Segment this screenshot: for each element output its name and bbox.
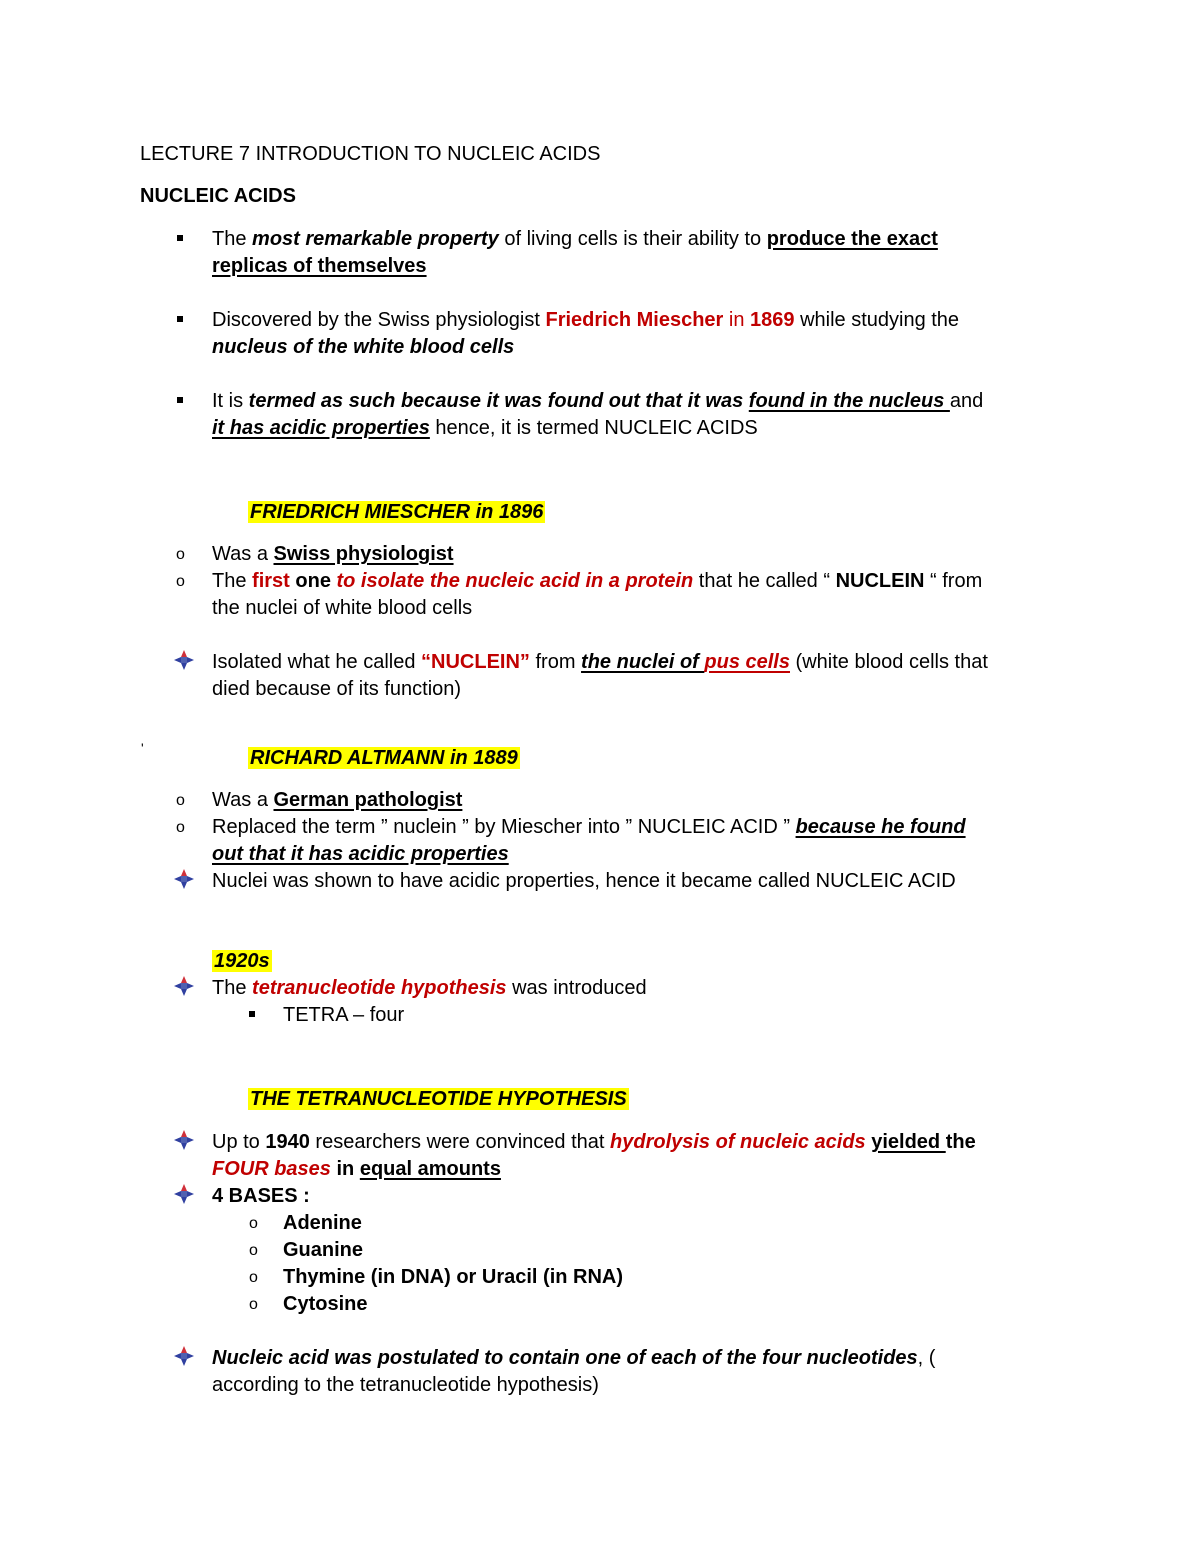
text-run: Was a [212,789,274,811]
tetra-arrow-3-line-2 [212,1373,599,1397]
square-bullet-icon [177,316,183,322]
text-run: Nuclei was shown to have acidic properties, hence it became called NUCLEIC ACID [212,870,956,892]
text-run: Was a [212,543,274,565]
circle-bullet-icon: o [176,819,185,836]
red-emphasis-text: tetranucleotide hypothesis [252,977,507,999]
miescher-arrow-line-1 [212,650,988,674]
text-run: the nuclei of white blood cells [212,597,473,619]
miescher-item-1 [212,542,454,566]
circle-bullet-icon: o [176,546,185,563]
square-bullet-icon [177,397,183,403]
four-way-arrow-bullet-icon [173,649,195,671]
red-emphasis-text: FOUR bases [212,1158,331,1180]
year-text: 1940 [265,1131,310,1153]
underlined-text: German pathologist [273,789,463,811]
bullet-2-line-1 [212,308,959,332]
year-text: 1869 [750,309,795,331]
four-way-arrow-bullet-icon [173,975,195,997]
twenties-sub-item [283,1003,404,1027]
text-run: according to the tetranucleotide hypothesis) [212,1374,599,1396]
underlined-text: Swiss physiologist [273,543,454,565]
tetra-arrow-1-line-1 [212,1130,976,1154]
base-name: Thymine (in DNA) or Uracil (in RNA) [283,1266,624,1288]
text-run: Discovered by the Swiss physiologist [212,309,546,331]
text-run: , ( [917,1347,936,1369]
miescher-item-2-line-1 [212,569,982,593]
text-run: that he called “ [693,570,836,592]
text-run: The [212,228,253,250]
circle-bullet-icon: o [249,1269,258,1286]
text-run: Replaced the term ” nuclein ” by Miescher into ” NUCLEIC ACID ” [212,816,796,838]
bullet-3-line-1 [212,389,983,413]
page-title-text: LECTURE 7 INTRODUCTION TO NUCLEIC ACIDS [140,143,601,165]
underlined-text: it has acidic properties [212,417,430,439]
circle-bullet-icon: o [176,573,185,590]
base-name: Guanine [283,1239,364,1261]
bold-text: the [945,1131,976,1153]
altmann-item-2-line-2 [212,842,509,866]
square-bullet-icon [249,1011,255,1017]
highlighted-heading: THE TETRANUCLEOTIDE HYPOTHESIS [250,1088,627,1110]
text-run: in [723,309,751,331]
altmann-item-1 [212,788,462,812]
text-run: hence, it is termed NUCLEIC ACIDS [429,417,758,439]
altmann-arrow-line [212,869,956,893]
text-run: was introduced [506,977,647,999]
text-run: The [212,570,253,592]
underlined-text: the nuclei of [581,651,705,673]
bullet-3-line-2 [212,416,758,440]
section-heading [140,184,296,208]
text-run: TETRA – four [283,1004,405,1026]
base-name: Adenine [283,1212,362,1234]
person-name: Friedrich Miescher [545,309,724,331]
base-item [283,1292,367,1316]
base-item [283,1211,362,1235]
red-underlined-text: pus cells [704,651,790,673]
base-item [283,1265,623,1289]
bold-text: in [330,1158,360,1180]
four-way-arrow-bullet-icon [173,1345,195,1367]
text-run: of living cells is their ability to [498,228,767,250]
tetra-arrow-1-line-2 [212,1157,501,1181]
tetra-arrow-3-line-1 [212,1346,935,1370]
bullet-1-line-2 [212,254,427,278]
highlighted-heading: RICHARD ALTMANN in 1889 [250,747,518,769]
underlined-text: found in the nucleus [748,390,950,412]
text-run: Up to [212,1131,266,1153]
base-name: Cytosine [283,1293,368,1315]
twenties-heading [212,949,272,973]
highlighted-heading: FRIEDRICH MIESCHER in 1896 [250,501,544,523]
text-run: “ from [924,570,983,592]
four-way-arrow-bullet-icon [173,868,195,890]
circle-bullet-icon: o [249,1242,258,1259]
four-way-arrow-bullet-icon [173,1183,195,1205]
tetra-arrow-2 [212,1184,310,1208]
four-way-arrow-bullet-icon [173,1129,195,1151]
text-run: while studying the [794,309,960,331]
bullet-2-line-2 [212,335,514,359]
circle-bullet-icon: o [249,1296,258,1313]
bold-text: NUCLEIN [835,570,925,592]
emphasis-text: Nucleic acid was postulated to contain one of each of the four nucleotides [212,1347,918,1369]
miescher-arrow-line-2 [212,677,461,701]
red-text: “NUCLEIN” [421,651,530,673]
miescher-item-2-line-2 [212,596,472,620]
text-run: (white blood cells that [790,651,988,673]
square-bullet-icon [177,235,183,241]
tetra-heading [248,1087,629,1111]
underlined-text: produce the exact [766,228,938,250]
underlined-text: replicas of themselves [212,255,427,277]
twenties-arrow-line [212,976,647,1000]
miescher-heading [248,500,545,524]
red-emphasis-text: to isolate the nucleic acid in a protein [336,570,694,592]
base-item [283,1238,363,1262]
highlighted-heading: 1920s [214,950,270,972]
text-run: one [289,570,337,592]
emphasis-text: most remarkable property [252,228,499,250]
section-heading-text: NUCLEIC ACIDS [140,185,296,207]
underlined-text: because he found [795,816,966,838]
underlined-text: equal amounts [359,1158,501,1180]
stray-mark: ' [141,740,144,756]
bullet-1-line-1 [212,227,938,251]
altmann-item-2-line-1 [212,815,966,839]
red-emphasis-text: hydrolysis of nucleic acids [610,1131,866,1153]
text-run: The [212,977,253,999]
text-run: and [949,390,984,412]
red-text: first [252,570,290,592]
text-run: researchers were convinced that [309,1131,611,1153]
text-run: It is [212,390,249,412]
page-title [140,142,600,166]
altmann-heading [248,746,520,770]
emphasis-text: nucleus of the white blood cells [212,336,515,358]
text-run: Isolated what he called [212,651,422,673]
circle-bullet-icon: o [249,1215,258,1232]
text-run: from [529,651,582,673]
underlined-text: yielded [871,1131,946,1153]
text-run: died because of its function) [212,678,462,700]
circle-bullet-icon: o [176,792,185,809]
underlined-text: out that it has acidic properties [212,843,509,865]
emphasis-text: termed as such because it was found out that it was [248,390,749,412]
bold-text: 4 BASES : [212,1185,310,1207]
